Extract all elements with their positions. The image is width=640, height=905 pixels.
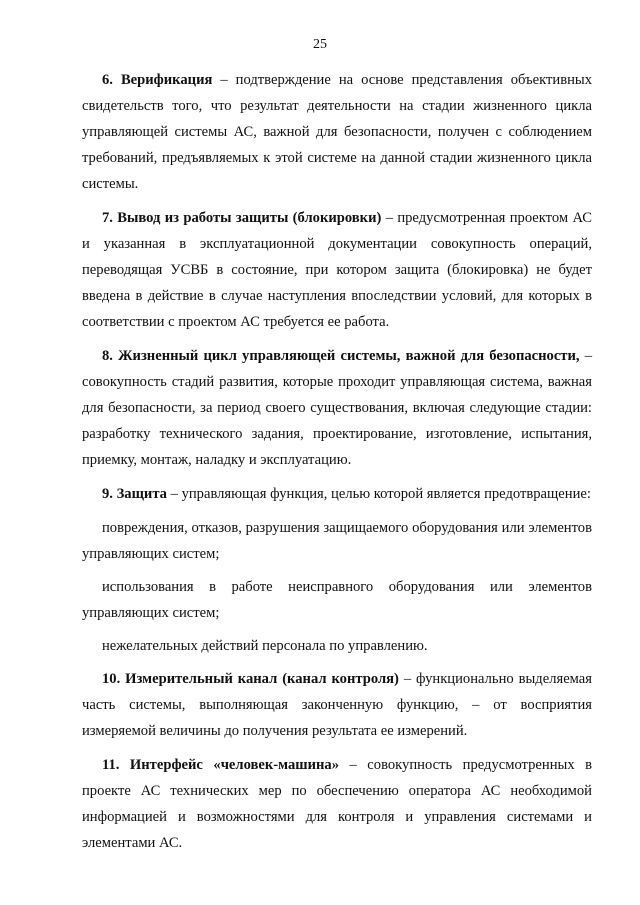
definition-text: – подтверждение на основе представления объективных свидетельств того, что результат деятельности на стадии жизненного цикла управляющей системы АС, важной для безопасности, получен с соблюдением требований, предъявляемых к этой системе на данной стадии жизненного цикла системы. (82, 72, 592, 192)
definition-text: – функционально выделяемая часть системы, выполняющая законченную функцию, – от восприятия измеряемой величины до получения результата ее измерений. (82, 671, 592, 739)
list-item-text: нежелательных действий персонала по управлению. (102, 638, 428, 654)
term-title: 10. Измерительный канал (канал контроля) (102, 671, 399, 687)
definition-protection (82, 481, 592, 507)
definition-text: – предусмотренная проектом АС и указанная в эксплуатационной документации совокупность операций, переводящая УСВБ в состояние, при котором защита (блокировка) не будет введена в действие в случае наступления впоследствии условий, для которых в соответствии с проектом АС требуется ее работа. (82, 210, 592, 330)
term-title: 7. Вывод из работы защиты (блокировки) (102, 210, 382, 226)
definition-verification (82, 67, 592, 197)
protection-item-personnel (82, 633, 592, 659)
list-item-text: использования в работе неисправного оборудования или элементов управляющих систем; (82, 579, 592, 621)
term-title: 6. Верификация (102, 72, 213, 88)
definition-life-cycle (82, 343, 592, 473)
definition-measuring-channel (82, 666, 592, 744)
term-title: 8. Жизненный цикл управляющей системы, важной для безопасности, (102, 348, 580, 364)
definition-text: – совокупность стадий развития, которые проходит управляющая система, важная для безопасности, за период своего существования, включая следующие стадии: разработку технического задания, проектирование, изготовление, испытания, приемку, монтаж, наладку и эксплуатацию. (82, 348, 593, 468)
protection-item-damage (82, 515, 592, 567)
page-number: 25 (313, 37, 327, 52)
definition-text: – совокупность предусмотренных в проекте АС технических мер по обеспечению оператора АС необходимой информацией и возможностями для контроля и управления системами и элементами АС. (82, 757, 592, 851)
term-title: 11. Интерфейс «человек-машина» (102, 757, 340, 773)
definition-human-machine-interface (82, 752, 592, 856)
document-body (82, 67, 592, 864)
protection-item-faulty-use (82, 574, 592, 626)
definition-text: – управляющая функция, целью которой является предотвращение: (166, 486, 591, 502)
list-item-text: повреждения, отказов, разрушения защищаемого оборудования или элементов управляющих систем; (82, 520, 592, 562)
term-title: 9. Защита (102, 486, 167, 502)
definition-protection-bypass (82, 205, 592, 335)
